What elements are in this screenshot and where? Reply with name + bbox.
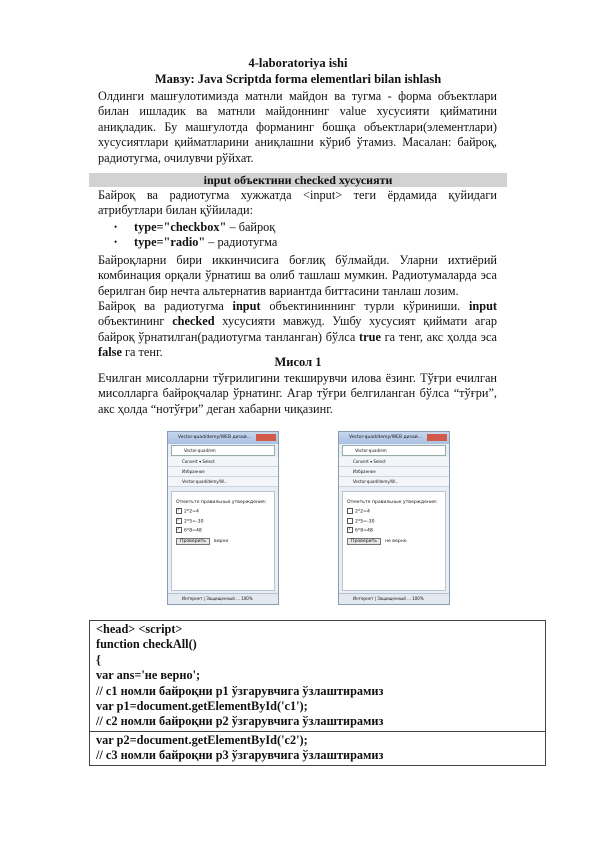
bullet-dot-icon: •	[114, 237, 118, 248]
p3-part: объектининг	[98, 314, 173, 329]
code-line: var p1=document.getElementById('c1');	[96, 699, 308, 714]
checkbox-row	[347, 518, 441, 525]
toolbar-convert: Convert ▾ Select	[168, 457, 278, 467]
p3-keyword: input	[468, 299, 497, 313]
prompt-text: Отметьте правильные утверждения:	[176, 500, 267, 505]
code-line: // c3 номли байроқни p3 ўзгарувчига ўзлаштирамиз	[96, 748, 384, 763]
checkbox	[347, 518, 353, 524]
paragraph-2: Байроқларни бири иккинчисига боғлиқ бўлмайди. Уларни ихтиёрий комбинация орқали ўрнатиш ва олиб ташлаш мумкин. Радиотумаларда эса берилган бир нечта альтернатив вариантда биттасини танлаш лозим.	[98, 253, 497, 298]
p3-keyword: true	[359, 329, 381, 344]
page-content	[171, 491, 275, 591]
window-title: Vector-quad/demy/WEB дизай...	[349, 435, 422, 440]
favorites-bar: Избранное	[168, 467, 278, 477]
checkbox	[176, 518, 182, 524]
window-titlebar	[339, 432, 449, 444]
p3-keyword: false	[98, 345, 122, 360]
address-bar: Vector-quad/em	[171, 445, 275, 456]
code-cell-1	[90, 621, 545, 731]
window-title: Vector-quad/demy/WEB дизай...	[178, 435, 251, 440]
code-line: // c2 номли байроқни p2 ўзгарувчига ўзлаштирамиз	[96, 714, 384, 729]
section-heading: input объектини checked хусусияти	[89, 173, 507, 187]
checkbox-label: 6*8=48	[355, 528, 373, 534]
favorites-bar: Избранное	[339, 467, 449, 477]
bullet-code: type="radio"	[134, 235, 206, 250]
checkbox-label: 2*2=4	[355, 509, 370, 515]
code-line: // c1 номли байроқни p1 ўзгарувчига ўзлаштирамиз	[96, 683, 384, 698]
code-cell-2	[90, 731, 545, 765]
result-text: не верно	[385, 538, 407, 544]
bullet-text: – радиотугма	[205, 235, 278, 250]
result-text: верно	[214, 538, 229, 544]
p3-part: объектининнинг турли кўриниши.	[260, 299, 469, 313]
bullet-item	[114, 235, 277, 250]
example-heading: Мисол 1	[274, 355, 322, 369]
p3-keyword: checked	[172, 314, 215, 329]
toolbar-convert: Convert ▾ Select	[339, 457, 449, 467]
intro-text: Олдинги машғулотимизда матнли майдон ва тугма - форма объектлари билан ишладик ва матнли майдоннинг value хусусияти қийматини аниқладик. Бу машғулотда форманинг бошқа объектлари(элементлари) хусусиятлари қийматларини аниқлашни кўриб ўтамиз. Масалан: байроқ, радиотугма, очилувчи рўйхат.	[98, 89, 497, 165]
paragraph-4: Ечилган мисолларни тўғрилигини текширувчи илова ёзинг. Тўғри ечилган мисолларга байроқчалар ўрнатинг. Агар тўғри белгиланган бўлса “тўғри”, акс ҳолда “нотўғри” деган хабарни чиқазинг.	[98, 371, 497, 416]
status-bar: Интернет | Защищенный ... 100%	[168, 593, 278, 604]
address-bar: Vector-quad/em	[342, 445, 446, 456]
code-line: {	[96, 652, 101, 667]
checkbox	[176, 527, 182, 533]
paragraph-1: Байроқ ва радиотугма хужжатда <input> теги ёрдамида қуйидаги атрибутлари билан қўйилади:	[98, 188, 497, 218]
page-content	[342, 491, 446, 591]
topic-title: Мавзу: Java Scriptda forma elementlari bilan ishlash	[154, 72, 442, 86]
lab-title: 4-laboratoriya ishi	[248, 56, 348, 70]
p3-keyword: input	[232, 299, 261, 313]
p3-part: Байроқ ва радиотугма	[98, 299, 233, 313]
code-line: var ans='не верно';	[96, 668, 201, 683]
p3-part: га тенг.	[121, 345, 163, 360]
bullet-code: type="checkbox"	[134, 220, 227, 234]
browser-tab: Vector-quad/demy/W...	[168, 477, 278, 487]
check-button: Проверить	[176, 538, 210, 545]
browser-screenshot-2	[338, 431, 450, 605]
prompt-text: Отметьте правильные утверждения:	[347, 500, 438, 505]
intro-paragraph	[98, 89, 497, 166]
checkbox-row	[347, 508, 441, 515]
status-bar: Интернет | Защищенный ... 100%	[339, 593, 449, 604]
browser-screenshot-1	[167, 431, 279, 605]
code-line: <head> <script>	[96, 622, 183, 636]
code-line: function checkAll()	[96, 637, 197, 652]
bullet-text: – байроқ	[226, 220, 276, 234]
checkbox-label: 2*2=4	[184, 509, 199, 515]
p3-part: га тенг, акс ҳолда эса	[380, 329, 498, 344]
bullet-item	[114, 220, 277, 235]
window-controls-icon	[427, 434, 447, 441]
window-controls-icon	[256, 434, 276, 441]
window-titlebar	[168, 432, 278, 444]
checkbox	[176, 508, 182, 514]
checkbox	[347, 508, 353, 514]
checkbox-row	[176, 518, 270, 525]
browser-tab: Vector-quad/demy/W...	[339, 477, 449, 487]
code-table	[89, 620, 546, 766]
checkbox-label: 2*5=-30	[184, 519, 204, 524]
p3-part: хусусияти мавжуд. Ушбу хусусият қиймати агар байроқ ўрнатилган(радиотугма танланган) бўлса	[98, 314, 497, 344]
bullet-dot-icon: •	[114, 222, 118, 232]
code-line: var p2=document.getElementById('c2');	[96, 732, 308, 747]
checkbox-row	[176, 508, 270, 515]
check-button: Проверить	[347, 538, 381, 545]
bullet-list	[114, 220, 277, 251]
checkbox-label: 6*8=48	[184, 528, 202, 534]
paragraph-3	[98, 299, 497, 361]
checkbox	[347, 527, 353, 533]
checkbox-label: 2*5=-30	[355, 519, 375, 524]
